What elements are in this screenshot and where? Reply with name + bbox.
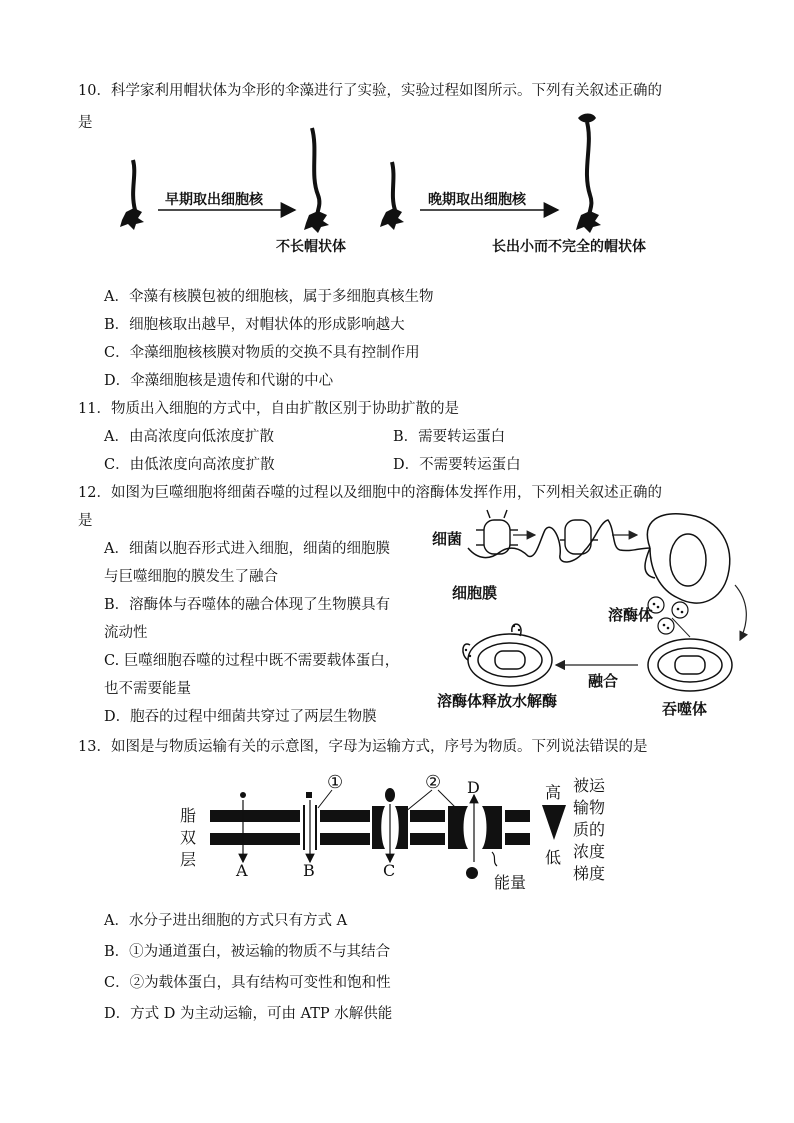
- q12-option-a1: A．细菌以胞吞形式进入细胞，细菌的细胞膜: [104, 541, 390, 557]
- q12-label-phagosome: 吞噬体: [662, 700, 708, 718]
- q11-option-a: A．由高浓度向低浓度扩散: [104, 429, 274, 445]
- q13-gradient-2: 输物: [573, 798, 606, 817]
- molecule-b: [306, 792, 312, 798]
- q13-stem: 13．如图是与物质运输有关的示意图，字母为运输方式，序号为物质。下列说法错误的是: [78, 739, 648, 755]
- q13-option-b: B．①为通道蛋白，被运输的物质不与其结合: [104, 944, 391, 960]
- q12-option-b1: B．溶酶体与吞噬体的融合体现了生物膜具有: [104, 597, 391, 613]
- q10-arrow1-label: 早期取出细胞核: [165, 192, 263, 208]
- q12-option-c2: 也不需要能量: [104, 681, 191, 697]
- molecule-c: [385, 788, 395, 802]
- q13-gradient-4: 浓度: [573, 842, 606, 861]
- q13-bilayer-3: 层: [180, 850, 197, 869]
- q13-option-a: A．水分子进出细胞的方式只有方式 A: [104, 913, 348, 929]
- q13-letter-a: A: [236, 861, 248, 880]
- q13-letter-c: C: [383, 861, 396, 880]
- q13-low: 低: [545, 848, 562, 867]
- q13-letter-d: D: [467, 778, 480, 797]
- q10-stem-line2: 是: [78, 115, 93, 131]
- q12-label-bacteria: 细菌: [432, 530, 463, 548]
- q13-num2: ②: [425, 772, 442, 793]
- q13-energy: 能量: [494, 873, 527, 892]
- q13-gradient-1: 被运: [573, 776, 606, 795]
- molecule-a: [240, 792, 246, 798]
- q12-option-c1: C. 巨噬细胞吞噬的过程中既不需要载体蛋白，: [104, 653, 400, 669]
- q12-option-b2: 流动性: [104, 625, 148, 641]
- q10-result1: 不长帽状体: [276, 239, 346, 255]
- gradient-triangle: [542, 805, 566, 840]
- q11-option-c: C．由低浓度向高浓度扩散: [104, 457, 275, 473]
- q11-stem: 11．物质出入细胞的方式中，自由扩散区别于协助扩散的是: [78, 401, 459, 417]
- q12-stem-line2: 是: [78, 513, 93, 529]
- q13-option-d: D．方式 D 为主动运输，可由 ATP 水解供能: [104, 1006, 393, 1022]
- q10-option-c: C．伞藻细胞核核膜对物质的交换不具有控制作用: [104, 345, 420, 361]
- q12-label-lysosome: 溶酶体: [608, 606, 654, 624]
- q12-option-a2: 与巨噬细胞的膜发生了融合: [104, 569, 278, 585]
- q10-arrow2-label: 晚期取出细胞核: [428, 192, 526, 208]
- molecule-d: [466, 867, 478, 879]
- q13-bilayer-1: 脂: [180, 806, 197, 825]
- q11-option-b: B．需要转运蛋白: [393, 429, 506, 445]
- q13-letter-b: B: [303, 861, 315, 880]
- q13-gradient-3: 质的: [573, 820, 606, 839]
- q13-num1: ①: [327, 772, 344, 793]
- q12-label-membrane: 细胞膜: [452, 584, 498, 602]
- q12-option-d: D．胞吞的过程中细菌共穿过了两层生物膜: [104, 709, 377, 725]
- q13-gradient-5: 梯度: [573, 864, 606, 883]
- q10-option-d: D．伞藻细胞核是遗传和代谢的中心: [104, 373, 334, 389]
- q12-label-release: 溶酶体释放水解酶: [437, 692, 558, 710]
- q12-stem-line1: 12．如图为巨噬细胞将细菌吞噬的过程以及细胞中的溶酶体发挥作用，下列相关叙述正确的: [78, 485, 662, 501]
- q11-option-d: D．不需要转运蛋白: [393, 457, 521, 473]
- q13-option-c: C．②为载体蛋白，具有结构可变性和饱和性: [104, 975, 391, 991]
- q10-stem-line1: 10．科学家利用帽状体为伞形的伞藻进行了实验，实验过程如图所示。下列有关叙述正确的: [78, 83, 662, 99]
- q13-high: 高: [545, 783, 562, 802]
- q12-label-fusion: 融合: [588, 672, 619, 690]
- q10-option-b: B．细胞核取出越早，对帽状体的形成影响越大: [104, 317, 405, 333]
- q10-result2: 长出小而不完全的帽状体: [492, 239, 646, 255]
- q10-option-a: A．伞藻有核膜包被的细胞核，属于多细胞真核生物: [104, 289, 434, 305]
- q13-bilayer-2: 双: [180, 828, 197, 847]
